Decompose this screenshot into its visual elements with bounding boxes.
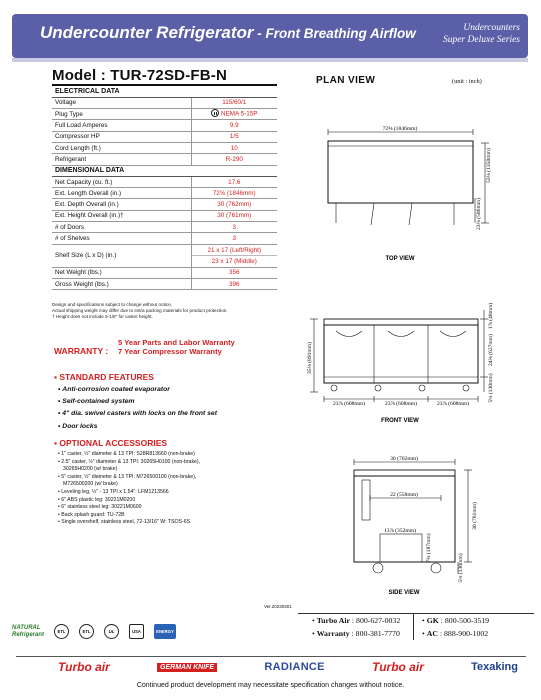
dim-side-small: 7⅜ (187mm)	[426, 533, 432, 563]
series-line-2: Super Deluxe Series	[442, 35, 520, 45]
spec-label: Plug Type	[52, 109, 191, 120]
header-stripe	[12, 58, 528, 62]
plan-drawings	[290, 88, 535, 608]
spec-value: 356	[191, 267, 277, 278]
list-item: • 2.5" caster, ½" diameter & 13 TPI: 30265H0100 (non-brake),	[58, 459, 288, 467]
front-view-drawing	[310, 310, 488, 402]
spec-value	[191, 244, 277, 267]
spec-value: R-290	[191, 154, 277, 165]
warranty-line-2: 7 Year Compressor Warranty	[118, 347, 222, 356]
header-banner	[12, 14, 528, 58]
spec-label: Shelf Size (L x D) (in.)	[52, 244, 191, 267]
spec-value: 396	[191, 278, 277, 289]
spec-value: 115/60/1	[191, 97, 277, 108]
spec-row	[52, 142, 277, 153]
contact-cell: • GK : 800-500-3519	[422, 616, 490, 625]
list-item-cont: 30265H0200 (w/ brake)	[63, 466, 118, 473]
spec-row	[52, 97, 277, 108]
top-view-label: TOP VIEW	[385, 256, 415, 262]
contact-cell: • AC : 888-900-1002	[422, 629, 489, 638]
contact-value: : 800-500-3519	[438, 616, 490, 625]
dim-front-counter: 24⅜ (627mm)	[488, 333, 494, 367]
spec-value: 10	[191, 142, 277, 153]
spec-label: Ext. Length Overall (in.)	[52, 188, 191, 199]
spec-value: 30 (762mm)	[191, 199, 277, 210]
list-item: • 6" stainless steel leg: 30221M0600	[58, 504, 288, 512]
etl-sanitation-logo: ETL	[54, 624, 69, 639]
subtitle-text: - Front Breathing Airflow	[253, 26, 416, 41]
german-knife-logo: GERMAN KNIFE	[157, 663, 217, 672]
unit-label: (unit : inch)	[452, 78, 482, 85]
dim-side-inner: 22 (558mm)	[390, 492, 418, 498]
optional-accessories-list	[58, 451, 288, 527]
spec-value: 1/5	[191, 131, 277, 142]
spec-label: Refrigerant	[52, 154, 191, 165]
contact-table	[298, 613, 534, 640]
contact-value: : 800-627-0032	[349, 616, 401, 625]
list-item: • 6" ABS plastic leg: 30221M0200	[58, 497, 288, 505]
energy-logo: ENERGY	[154, 624, 176, 639]
spec-value: 17.6	[191, 176, 277, 187]
spec-row	[52, 120, 277, 131]
spec-label: # of Shelves	[52, 233, 191, 244]
plan-view-title: PLAN VIEW	[316, 75, 376, 86]
certification-logos	[12, 624, 176, 639]
radiance-logo: RADIANCE	[264, 661, 325, 673]
spec-label: # of Doors	[52, 222, 191, 233]
dim-top-depth: 53⅛ (1350mm)	[486, 148, 492, 183]
spec-row	[52, 154, 277, 165]
spec-row	[52, 109, 277, 120]
spec-value: 3	[191, 233, 277, 244]
list-item: • Leveling leg, ½" - 13 TPI x 1.54": LFM1213566	[58, 489, 288, 497]
dim-side-caster: 5⅛ (130mm)	[458, 553, 464, 583]
series-label	[443, 22, 520, 46]
contact-label: AC	[426, 629, 438, 638]
usa-logo: USA	[129, 624, 144, 639]
fine-line: † Height does not include 5-1/8" for caster height.	[52, 314, 153, 319]
spec-row	[52, 244, 277, 267]
optional-accessories-title: ▪ OPTIONAL ACCESSORIES	[54, 438, 168, 448]
dim-front-d2: 23⅞ (608mm)	[384, 401, 418, 407]
contact-label: Warranty	[316, 629, 350, 638]
series-line-1: Undercounters	[463, 23, 520, 33]
standard-features-title-text: STANDARD FEATURES	[59, 372, 154, 382]
fine-print	[52, 302, 228, 320]
list-item-cont: M726500200 (w/ brake)	[63, 481, 118, 488]
list-item: • Back splash guard: TU-72B	[58, 512, 288, 520]
top-view-drawing	[328, 129, 489, 225]
optional-accessories-title-text: OPTIONAL ACCESSORIES	[59, 438, 168, 448]
dim-front-caster: 5⅛ (130mm)	[488, 373, 494, 403]
dim-side-shelf: 13⅞ (352mm)	[383, 528, 417, 534]
contact-value: : 888-900-1002	[437, 629, 489, 638]
turbo-air-logo-2: Turbo air	[372, 660, 424, 674]
natural-refrigerant-logo	[12, 625, 44, 639]
title-text: Undercounter Refrigerator	[40, 23, 254, 42]
header-title	[40, 23, 416, 43]
list-item: • Door locks	[58, 421, 217, 433]
dim-front-height: 35⅛ (891mm)	[307, 341, 313, 375]
contact-cell: • Turbo Air : 800-627-0032	[298, 614, 414, 627]
spec-row	[52, 131, 277, 142]
side-view-drawing	[354, 459, 472, 574]
contact-label: Turbo Air	[316, 616, 350, 625]
spec-row	[52, 222, 277, 233]
spec-value: 3	[191, 222, 277, 233]
texaking-logo: Texaking	[471, 661, 518, 673]
contact-row	[298, 627, 534, 640]
spec-label: Full Load Amperes	[52, 120, 191, 131]
list-item: • 5" caster, ½" diameter & 13 TPI: M726500100 (non-brake),	[58, 474, 288, 482]
dim-front-top: 1⅞ (48mm)	[488, 302, 494, 330]
dim-side-height: 30 (761mm)	[472, 502, 478, 530]
spec-label: Ext. Depth Overall (in.)	[52, 199, 191, 210]
spec-row	[52, 210, 277, 221]
standard-features-title: ▪ STANDARD FEATURES	[54, 372, 154, 382]
shelf-size-2: 23 x 17 (Middle)	[211, 257, 257, 265]
contact-label: GK	[426, 616, 439, 625]
spec-value	[191, 109, 277, 120]
natural-line-2: Refrigerant	[12, 631, 45, 638]
spec-label: Net Capacity (cu. ft.)	[52, 176, 191, 187]
warranty-line-1: 5 Year Parts and Labor Warranty	[118, 338, 235, 347]
dim-top-door: 23⅛ (586mm)	[476, 197, 482, 230]
fine-line: Actual shipping weight may differ due to extra packing materials for product protection.	[52, 308, 228, 313]
electrical-heading: ELECTRICAL DATA	[52, 86, 277, 97]
etl-listed-logo: ETL	[79, 624, 94, 639]
spec-value: 72⅝ (1846mm)	[191, 188, 277, 199]
version-label: Ver.20230301	[264, 604, 292, 609]
spec-row	[52, 278, 277, 289]
dim-side-depth: 30 (762mm)	[390, 456, 418, 462]
spec-row	[52, 233, 277, 244]
natural-line-1: NATURAL	[12, 624, 41, 631]
front-view-label: FRONT VIEW	[381, 418, 419, 424]
spec-label: Cord Length (ft.)	[52, 142, 191, 153]
footer-note: Continued product development may necessitate specification changes without notice.	[136, 682, 405, 689]
spec-row	[52, 199, 277, 210]
dim-front-d1: 23⅞ (608mm)	[332, 401, 366, 407]
dimensional-heading: DIMENSIONAL DATA	[52, 165, 277, 176]
shelf-size-1: 21 x 17 (Left/Right)	[192, 245, 278, 256]
list-item: • Single overshelf, stainless steel, 72-13/16" W: TSOS-6S	[58, 519, 288, 527]
ul-logo: UL	[104, 624, 119, 639]
spec-value: 9.9	[191, 120, 277, 131]
spec-label: Gross Weight (lbs.)	[52, 278, 191, 289]
spec-row	[52, 176, 277, 187]
contact-row	[298, 614, 534, 627]
side-view-label: SIDE VIEW	[388, 590, 420, 596]
spec-label: Net Weight (lbs.)	[52, 267, 191, 278]
spec-label: Compressor HP	[52, 131, 191, 142]
list-item: • Self-contained system	[58, 396, 217, 408]
spec-row	[52, 267, 277, 278]
plug-value: NEMA 5-15P	[221, 110, 258, 118]
warranty-text	[118, 338, 235, 356]
warranty-label: WARRANTY :	[54, 346, 109, 356]
contact-value: : 800-381-7770	[349, 629, 400, 638]
spec-row	[52, 188, 277, 199]
dim-top-width: 72⅝ (1846mm)	[382, 126, 418, 132]
brand-divider	[16, 656, 526, 657]
spec-label: Ext. Height Overall (in.)†	[52, 210, 191, 221]
list-item: • Anti-corrosion coated evaporator	[58, 384, 217, 396]
spec-value: 30 (761mm)	[191, 210, 277, 221]
brand-logos	[58, 660, 518, 674]
fine-line: Design and specifications subject to change without notice.	[52, 302, 173, 307]
spec-table	[52, 86, 277, 290]
dim-front-d3: 23⅞ (608mm)	[436, 401, 470, 407]
list-item: • 4" dia. swivel casters with locks on the front set	[58, 408, 217, 420]
list-item: • 1" caster, ½" diameter & 13 TPI: S28R813660 (non-brake)	[58, 451, 288, 459]
plug-icon	[211, 109, 219, 117]
spec-label: Voltage	[52, 97, 191, 108]
model-number: Model : TUR-72SD-FB-N	[52, 67, 228, 84]
contact-cell: • Warranty : 800-381-7770	[298, 627, 414, 640]
turbo-air-logo: Turbo air	[58, 660, 110, 674]
standard-features-list	[58, 384, 217, 433]
